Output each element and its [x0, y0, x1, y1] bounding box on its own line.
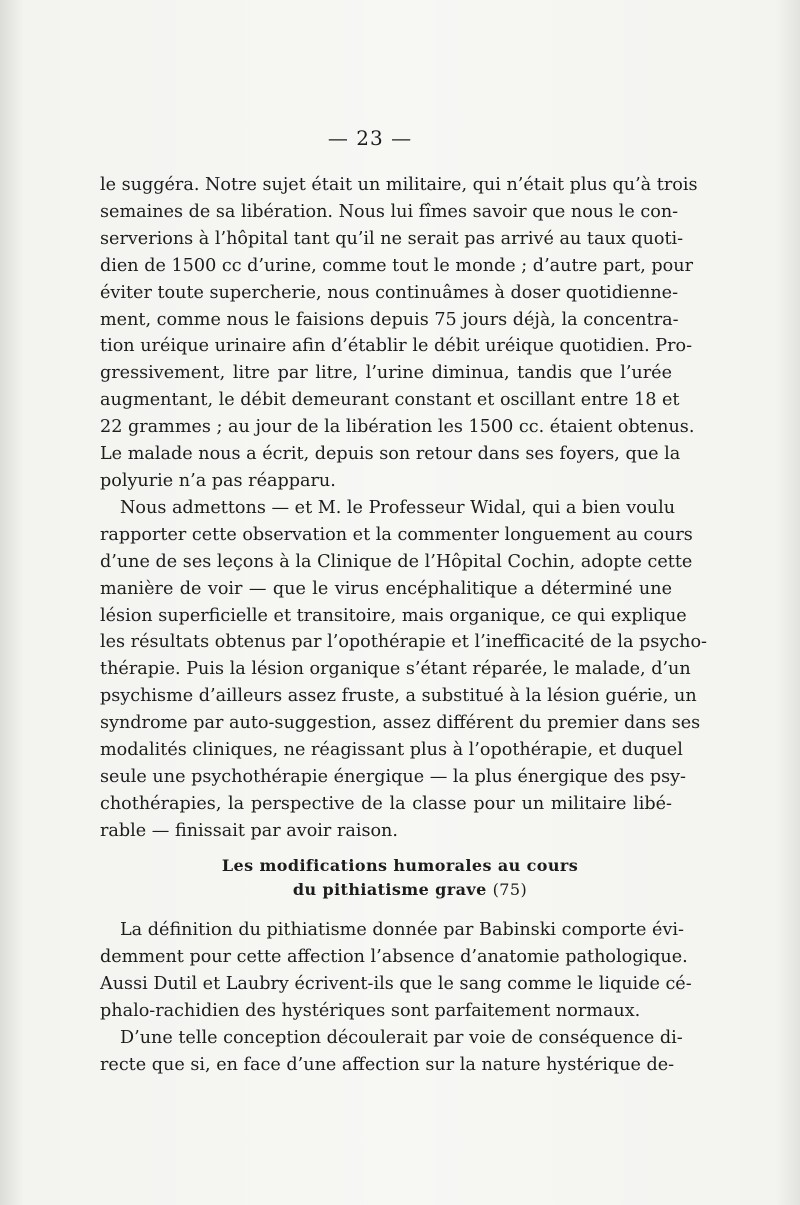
section-heading-text-2: du pithiatisme grave: [292, 880, 487, 899]
text-line: demment pour cette affection l’absence d’anatomie pathologique.: [100, 946, 688, 967]
text-line: augmentant, le débit demeurant constant et oscillant entre 18 et: [100, 390, 680, 411]
text-line: rapporter cette observation et la commenter longuement au cours: [100, 524, 693, 545]
footnote-reference: (75): [492, 880, 528, 899]
text-line: 22 grammes ; au jour de la libération les 1500 cc. étaient obtenus.: [100, 417, 695, 438]
section-heading-line-1: [0, 856, 800, 875]
text-line: Nous admettons — et M. le Professeur Widal, qui a bien voulu: [120, 497, 676, 518]
text-line: thérapie. Puis la lésion organique s’étant réparée, le malade, d’un: [100, 659, 691, 680]
text-line: polyurie n’a pas réapparu.: [100, 470, 336, 491]
text-line: seule une psychothérapie énergique — la plus énergique des psy-: [100, 766, 686, 787]
text-line: Aussi Dutil et Laubry écrivent-ils que le sang comme le liquide cé-: [100, 973, 692, 994]
text-line: le suggéra. Notre sujet était un militaire, qui n’était plus qu’à trois: [100, 175, 698, 195]
text-line: serverions à l’hôpital tant qu’il ne serait pas arrivé au taux quoti-: [100, 228, 684, 249]
text-block-upper: [100, 172, 707, 845]
text-line: psychisme d’ailleurs assez fruste, a substitué à la lésion guérie, un: [100, 686, 697, 707]
text-line: manière de voir — que le virus encéphalitique a déterminé une: [100, 578, 672, 599]
text-line: éviter toute supercherie, nous continuâmes à doser quotidienne-: [100, 282, 679, 303]
text-line: La définition du pithiatisme donnée par Babinski comporte évi-: [120, 920, 684, 940]
text-line: semaines de sa libération. Nous lui fîmes savoir que nous le con-: [100, 201, 679, 222]
text-line: chothérapies, la perspective de la classe pour un militaire libé-: [100, 793, 672, 814]
page-number: — 23 —: [327, 126, 413, 150]
section-heading-line-2: [10, 880, 800, 899]
text-line: D’une telle conception découlerait par voie de conséquence di-: [120, 1027, 683, 1048]
text-line: recte que si, en face d’une affection sur la nature hystérique de-: [100, 1054, 675, 1075]
text-line: syndrome par auto-suggestion, assez différent du premier dans ses: [100, 713, 701, 734]
text-line: phalo-rachidien des hystériques sont parfaitement normaux.: [100, 1000, 641, 1021]
paragraph: [100, 917, 692, 1025]
text-line: modalités cliniques, ne réagissant plus à l’opothérapie, et duquel: [100, 740, 683, 761]
text-line: ment, comme nous le faisions depuis 75 jours déjà, la concentra-: [100, 309, 679, 330]
section-heading-text-1: Les modifications humorales au cours: [221, 856, 579, 875]
text-line: Le malade nous a écrit, depuis son retour dans ses foyers, que la: [100, 444, 681, 465]
paragraph: [100, 495, 707, 845]
text-line: tion uréique urinaire afin d’établir le débit uréique quotidien. Pro-: [100, 336, 693, 357]
text-block-lower: [100, 917, 692, 1078]
paragraph: [100, 1025, 683, 1079]
text-line: dien de 1500 cc d’urine, comme tout le monde ; d’autre part, pour: [100, 255, 693, 276]
text-line: d’une de ses leçons à la Clinique de l’Hôpital Cochin, adopte cette: [100, 551, 693, 572]
text-line: lésion superficielle et transitoire, mais organique, ce qui explique: [100, 605, 687, 626]
paragraph: [100, 172, 698, 495]
text-line: rable — finissait par avoir raison.: [100, 820, 398, 841]
text-line: les résultats obtenus par l’opothérapie et l’inefficacité de la psycho-: [100, 632, 707, 653]
text-line: gressivement, litre par litre, l’urine diminua, tandis que l’urée: [100, 363, 672, 384]
